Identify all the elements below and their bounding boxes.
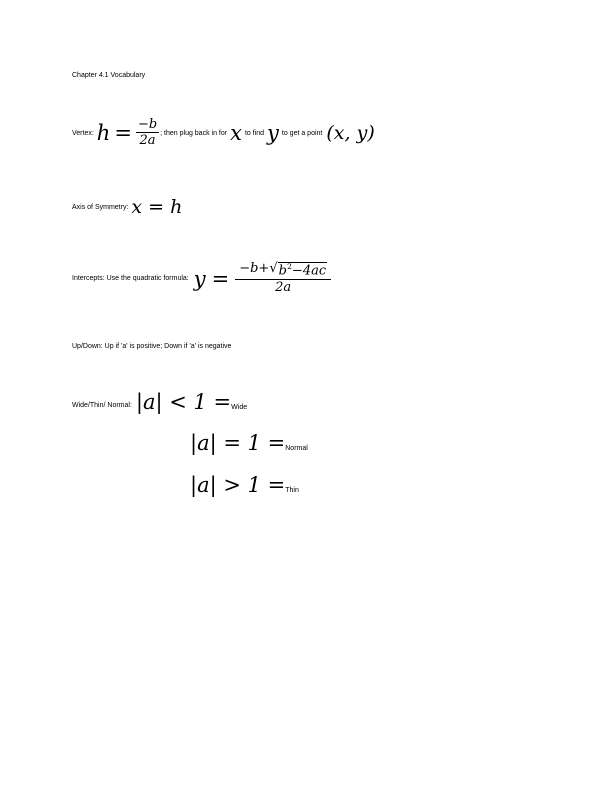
width-line-thin	[190, 473, 299, 497]
vertex-equals: =	[114, 121, 132, 146]
vertex-y: y	[267, 121, 279, 146]
width-line-wide	[72, 390, 247, 414]
vertex-x: x	[230, 121, 242, 146]
width-line-normal	[190, 431, 308, 455]
axis-line	[72, 196, 182, 218]
width-word-wide: Wide	[231, 404, 248, 411]
width-word-thin: Thin	[285, 487, 299, 494]
quadratic-num-prefix: −b+	[239, 261, 270, 276]
radicand-exponent: 2	[286, 262, 292, 271]
radical-sign: √	[269, 261, 278, 276]
page-title: Chapter 4.1 Vocabulary	[72, 72, 146, 79]
width-math-normal: |a| = 1 =	[190, 431, 286, 455]
vertex-numerator: −b	[137, 117, 158, 132]
width-word-normal: Normal	[285, 445, 308, 452]
intercepts-y: y	[193, 266, 206, 291]
sqrt-expression	[269, 262, 327, 279]
vertex-label: Vertex:	[72, 129, 94, 137]
vertex-fraction	[136, 118, 159, 149]
quadratic-fraction	[235, 262, 331, 295]
intercepts-label: Intercepts: Use the quadratic formula:	[72, 275, 189, 283]
radicand-rest: −4ac	[291, 263, 327, 279]
radicand-b: b	[278, 263, 287, 279]
vertex-point: (x, y)	[326, 122, 375, 145]
updown-line: Up/Down: Up if 'a' is positive; Down if 'a' is negative	[72, 343, 232, 350]
intercepts-line	[72, 262, 331, 295]
width-math-thin: |a| > 1 =	[190, 473, 286, 497]
intercepts-equals: =	[211, 266, 230, 291]
width-math-wide: |a| < 1 =	[135, 390, 232, 414]
axis-label: Axis of Symmetry:	[72, 203, 129, 211]
radicand	[278, 262, 328, 279]
quadratic-numerator	[235, 262, 331, 280]
axis-equation: x = h	[131, 196, 183, 218]
vertex-line	[72, 118, 375, 149]
vertex-denominator: 2a	[139, 133, 156, 149]
vertex-text-2: to find	[244, 129, 265, 137]
width-label: Wide/Thin/ Normal:	[72, 402, 132, 409]
vertex-text-1: ; then plug back in for	[160, 129, 228, 137]
vertex-text-3: to get a point	[281, 129, 323, 137]
vertex-h: h	[96, 121, 111, 146]
quadratic-denominator: 2a	[275, 279, 292, 295]
